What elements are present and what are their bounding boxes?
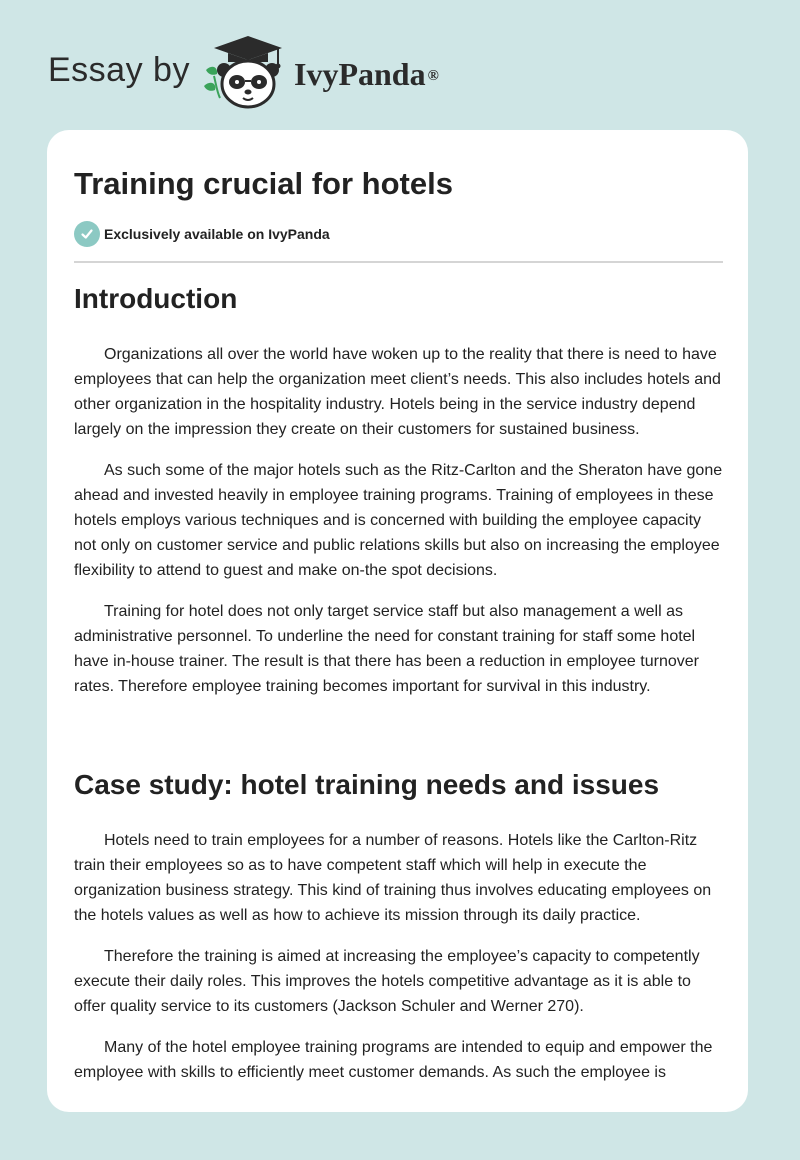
exclusive-badge — [74, 221, 330, 247]
paragraph: As such some of the major hotels such as the Ritz-Carlton and the Sheraton have gone ahead and invested heavily in employee training programs. Training of employees in these hotels employs various techniques and is concerned with building the employee capacity not only on customer service and public relations skills but also on increasing the employee flexibility to attend to guest and make on-the spot decisions. — [74, 462, 723, 579]
paragraph: Organizations all over the world have woken up to the reality that there is need to have employees that can help the organization meet client’s needs. This also includes hotels and other organization in the hospitality industry. Hotels being in the service industry depend largely on the impression they create on their customers for sustained business. — [74, 346, 721, 438]
paragraph: Training for hotel does not only target service staff but also management a well as administrative personnel. To underline the need for constant training for staff some hotel have in-house trainer. The result is that there has been a reduction in employee turnover rates. Therefore employee training becomes important for survival in this industry. — [74, 603, 699, 695]
section-introduction — [74, 282, 723, 699]
essay-by-label: Essay by — [48, 51, 190, 89]
section-case-study — [74, 768, 723, 1085]
section-heading: Introduction — [74, 283, 238, 314]
check-circle-icon — [74, 221, 100, 247]
exclusive-badge-label: Exclusively available on IvyPanda — [104, 226, 330, 242]
paragraph: Many of the hotel employee training programs are intended to equip and empower the employee with skills to efficiently meet customer demands. As such the employee is — [74, 1039, 713, 1081]
paragraph: Hotels need to train employees for a number of reasons. Hotels like the Carlton-Ritz train their employees so as to have competent staff which will help in execute the organization business strategy. This kind of training thus involves educating employees on the hotels values as well as how to achieve its mission through its daily practice. — [74, 832, 712, 924]
registered-mark: ® — [427, 68, 439, 84]
title-divider — [74, 261, 723, 263]
section-heading: Case study: hotel training needs and issues — [74, 769, 660, 800]
brand-name-text: IvyPanda — [294, 56, 426, 92]
panda-logo-icon[interactable] — [200, 34, 290, 110]
site-header — [0, 0, 800, 130]
brand-name[interactable] — [294, 54, 439, 94]
page-title: Training crucial for hotels — [74, 166, 453, 201]
essay-card — [47, 130, 748, 1112]
paragraph: Therefore the training is aimed at increasing the employee’s capacity to competently execute their daily roles. This improves the hotels competitive advantage as it is able to offer quality service to its customers (Jackson Schuler and Werner 270). — [74, 948, 700, 1015]
